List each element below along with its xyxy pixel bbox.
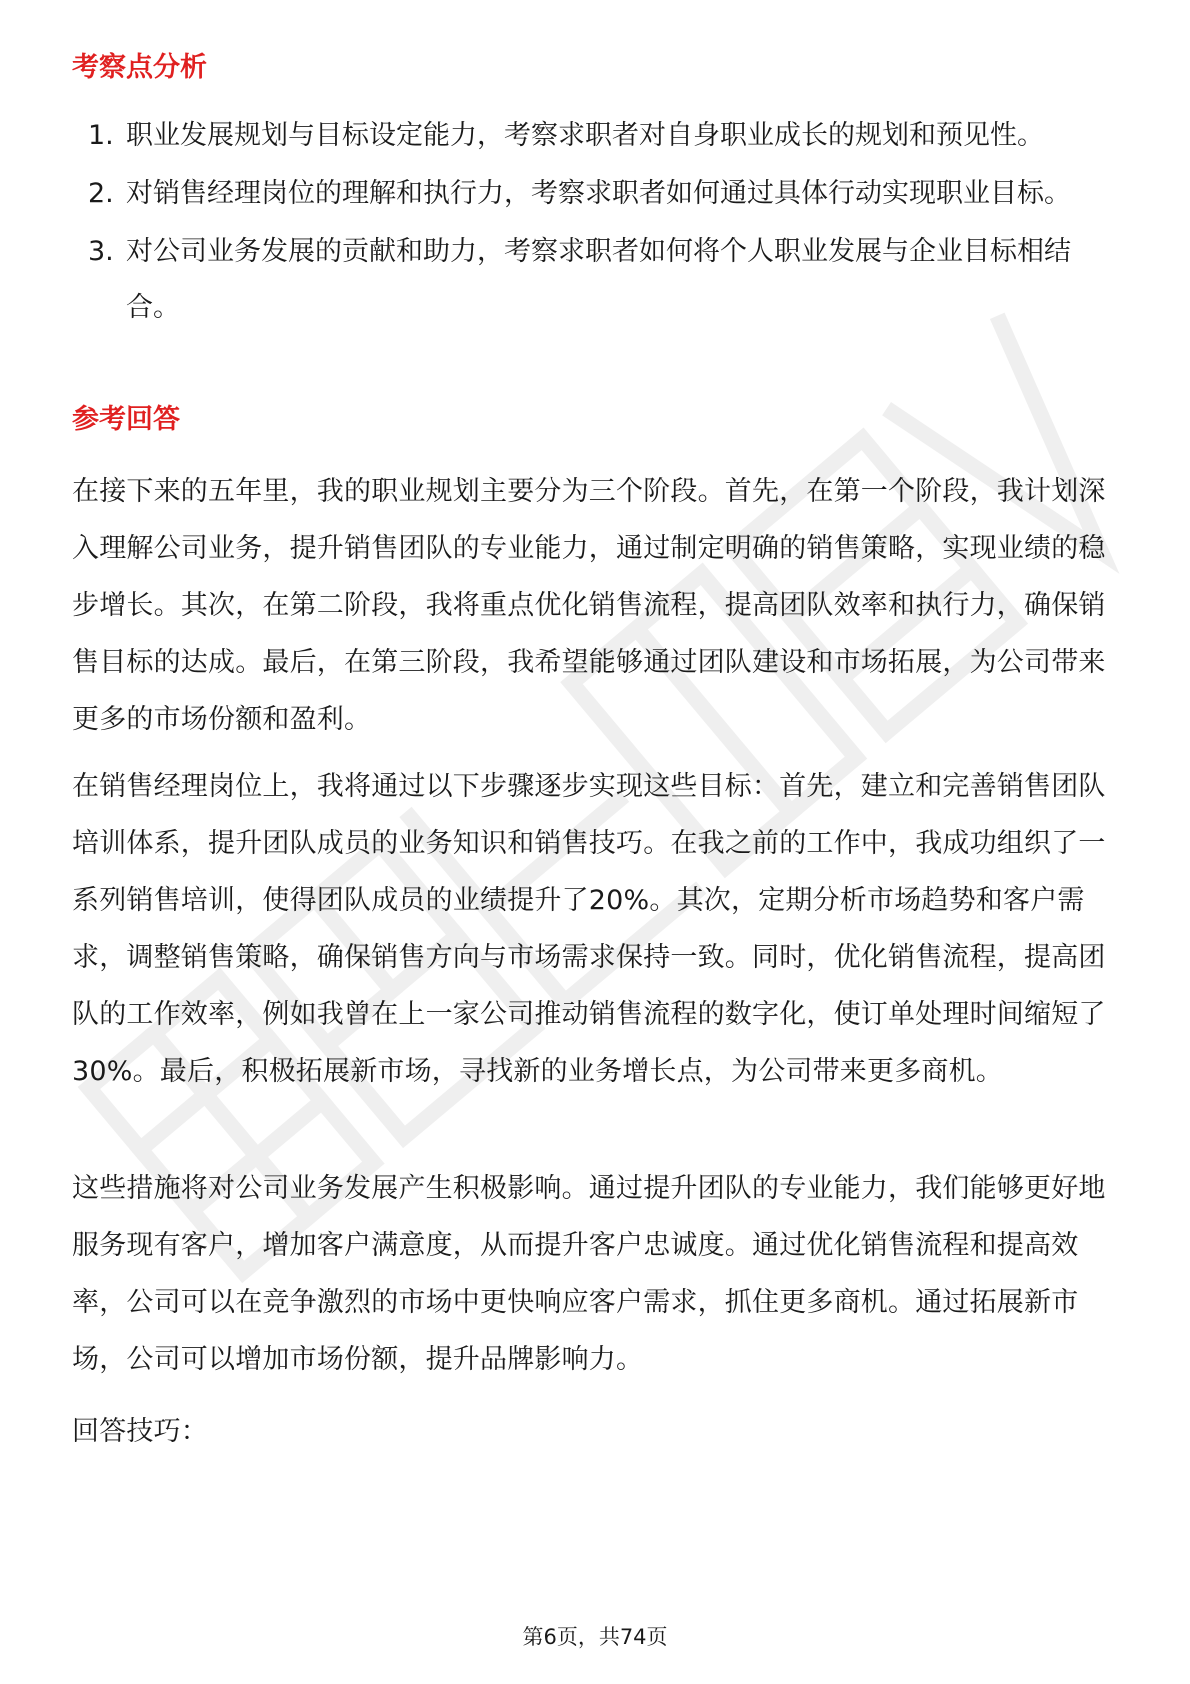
list-item-number: 3.	[88, 236, 114, 267]
answer-tips-label: 回答技巧：	[72, 1416, 208, 1447]
list-item-text: 对公司业务发展的贡献和助力，考察求职者如何将个人职业发展与企业目标相结合。	[126, 236, 1071, 323]
list-item-number: 2.	[88, 178, 114, 209]
list-item	[72, 166, 1118, 222]
answer-paragraph-3: 这些措施将对公司业务发展产生积极影响。通过提升团队的专业能力，我们能够更好地服务现有客户，增加客户满意度，从而提升客户忠诚度。通过优化销售流程和提高效率，公司可以在竞争激烈的市场中更快响应客户需求，抓住更多商机。通过拓展新市场，公司可以增加市场份额，提升品牌影响力。	[72, 1173, 1106, 1375]
page-number-footer: 第6页，共74页	[522, 1625, 668, 1649]
list-item	[72, 108, 1118, 164]
section-heading-reference-answer: 参考回答	[72, 404, 180, 435]
list-item-number: 1.	[88, 120, 114, 151]
analysis-list	[72, 108, 1118, 338]
list-item-text: 对销售经理岗位的理解和执行力，考察求职者如何通过具体行动实现职业目标。	[126, 178, 1071, 209]
answer-paragraph-1: 在接下来的五年里，我的职业规划主要分为三个阶段。首先，在第一个阶段，我计划深入理解公司业务，提升销售团队的专业能力，通过制定明确的销售策略，实现业绩的稳步增长。其次，在第二阶段，我将重点优化销售流程，提高团队效率和执行力，确保销售目标的达成。最后，在第三阶段，我希望能够通过团队建设和市场拓展，为公司带来更多的市场份额和盈利。	[72, 476, 1106, 735]
section-heading-analysis: 考察点分析	[72, 52, 207, 83]
list-item-text: 职业发展规划与目标设定能力，考察求职者对自身职业成长的规划和预见性。	[126, 120, 1044, 151]
answer-paragraph-2: 在销售经理岗位上，我将通过以下步骤逐步实现这些目标：首先，建立和完善销售团队培训体系，提升团队成员的业务知识和销售技巧。在我之前的工作中，我成功组织了一系列销售培训，使得团队成员的业绩提升了20%。其次，定期分析市场趋势和客户需求，调整销售策略，确保销售方向与市场需求保持一致。同时，优化销售流程，提高团队的工作效率，例如我曾在上一家公司推动销售流程的数字化，使订单处理时间缩短了30%。最后，积极拓展新市场，寻找新的业务增长点，为公司带来更多商机。	[72, 771, 1106, 1087]
list-item	[72, 224, 1118, 336]
